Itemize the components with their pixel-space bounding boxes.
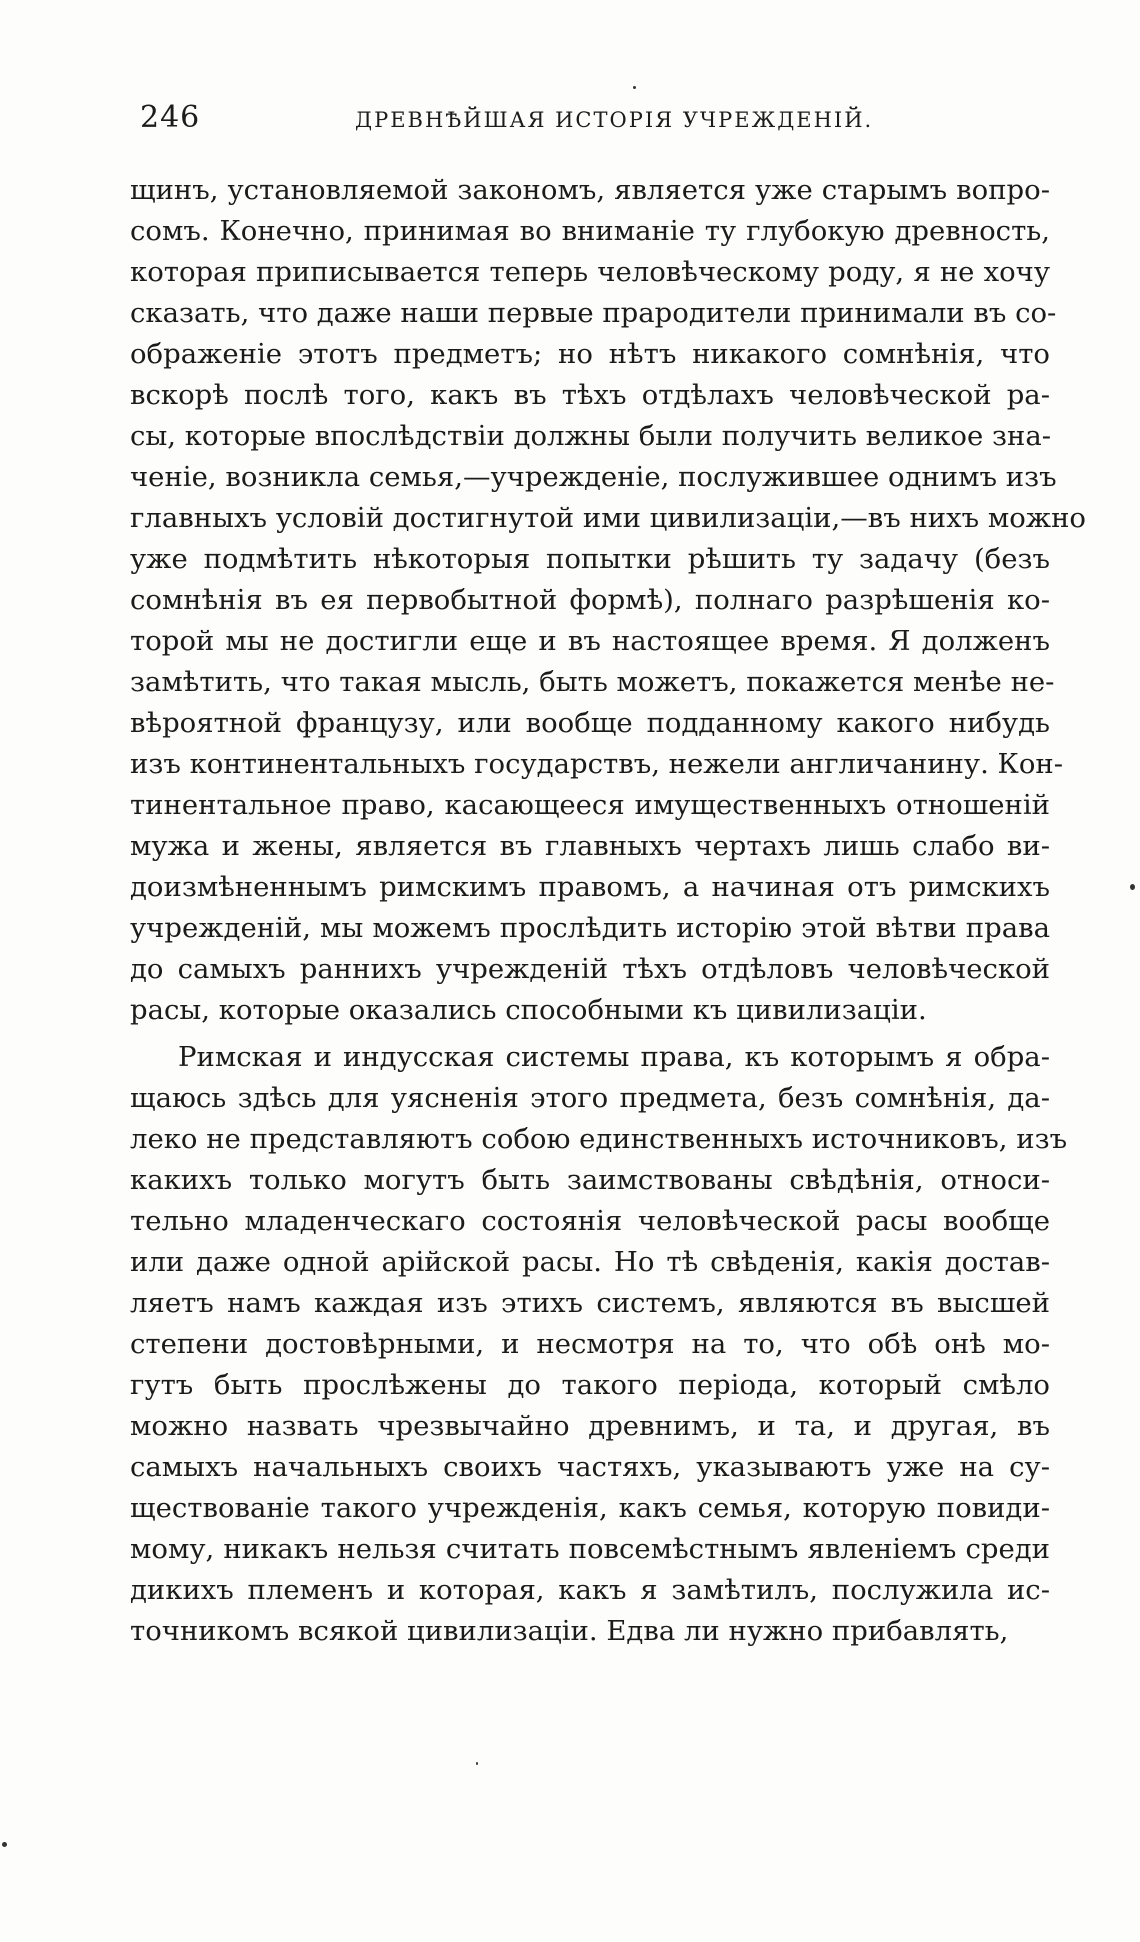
text-line: доизмѣненнымъ римскимъ правомъ, а начиная отъ римскихъ bbox=[130, 871, 1050, 903]
body-text bbox=[130, 170, 1086, 1652]
text-line: тельно младенческаго состоянія человѣческой расы вообще bbox=[130, 1205, 1050, 1237]
text-line: мужа и жены, является въ главныхъ чертахъ лишь слабо ви- bbox=[130, 830, 1050, 862]
text-line: ществованіе такого учрежденія, какъ семья, которую повиди- bbox=[130, 1492, 1050, 1524]
text-line: леко не представляютъ собою единственныхъ источниковъ, изъ bbox=[130, 1123, 1068, 1155]
text-line: ляетъ намъ каждая изъ этихъ системъ, являются въ высшей bbox=[130, 1287, 1050, 1319]
text-line: Римская и индусская системы права, къ которымъ я обра- bbox=[178, 1041, 1050, 1073]
text-line: до самыхъ раннихъ учрежденій тѣхъ отдѣловъ человѣческой bbox=[130, 953, 1050, 985]
text-line: тинентальное право, касающееся имущественныхъ отношеній bbox=[130, 789, 1050, 821]
page-number: 246 bbox=[140, 100, 201, 135]
text-line: сомнѣнія въ ея первобытной формѣ), полнаго разрѣшенія ко- bbox=[130, 584, 1050, 616]
text-line: главныхъ условій достигнутой ими цивилизаціи,—въ нихъ можно bbox=[130, 502, 1086, 534]
text-line: дикихъ племенъ и которая, какъ я замѣтилъ, послужила ис- bbox=[130, 1574, 1050, 1606]
text-line: расы, которые оказались способными къ цивилизаціи. bbox=[130, 994, 927, 1026]
text-line: изъ континентальныхъ государствъ, нежели англичанину. Кон- bbox=[130, 748, 1064, 780]
print-speck bbox=[633, 86, 636, 89]
text-line: ченіе, возникла семья,—учрежденіе, послужившее однимъ изъ bbox=[130, 461, 1057, 493]
text-line: мому, никакъ нельзя считать повсемѣстнымъ явленіемъ среди bbox=[130, 1533, 1050, 1565]
text-line: можно назвать чрезвычайно древнимъ, и та, и другая, въ bbox=[130, 1410, 1050, 1442]
text-line: щаюсь здѣсь для уясненія этого предмета, безъ сомнѣнія, да- bbox=[130, 1082, 1050, 1114]
text-line: точникомъ всякой цивилизаціи. Едва ли нужно прибавлять, bbox=[130, 1615, 1009, 1647]
text-line: замѣтить, что такая мысль, быть можетъ, покажется менѣе не- bbox=[130, 666, 1055, 698]
text-line: которая приписывается теперь человѣческому роду, я не хочу bbox=[130, 256, 1050, 288]
text-line: ображеніе этотъ предметъ; но нѣтъ никакого сомнѣнія, что bbox=[130, 338, 1050, 370]
text-line: гутъ быть прослѣжены до такого періода, который смѣло bbox=[130, 1369, 1050, 1401]
text-line: вѣроятной французу, или вообще подданному какого нибудь bbox=[130, 707, 1050, 739]
text-line: какихъ только могутъ быть заимствованы свѣдѣнія, относи- bbox=[130, 1164, 1050, 1196]
text-line: учрежденій, мы можемъ прослѣдить исторію этой вѣтви права bbox=[130, 912, 1050, 944]
text-line: степени достовѣрными, и несмотря на то, что обѣ онѣ мо- bbox=[130, 1328, 1050, 1360]
text-line: вскорѣ послѣ того, какъ въ тѣхъ отдѣлахъ человѣческой ра- bbox=[130, 379, 1050, 411]
print-speck bbox=[1130, 884, 1135, 890]
running-title: ДРЕВНѢЙШАЯ ИСТОРІЯ УЧРЕЖДЕНІЙ. bbox=[355, 108, 874, 132]
text-line: сказать, что даже наши первые прародители принимали въ со- bbox=[130, 297, 1057, 329]
text-line: щинъ, установляемой закономъ, является уже старымъ вопро- bbox=[130, 174, 1050, 206]
paragraph-1 bbox=[130, 170, 1086, 1031]
text-line: сы, которые впослѣдствіи должны были получить великое зна- bbox=[130, 420, 1052, 452]
text-line: торой мы не достигли еще и въ настоящее время. Я долженъ bbox=[130, 625, 1050, 657]
text-line: сомъ. Конечно, принимая во вниманіе ту глубокую древность, bbox=[130, 215, 1050, 247]
paragraph-2 bbox=[130, 1037, 1068, 1652]
print-speck bbox=[2, 1842, 7, 1847]
text-line: уже подмѣтить нѣкоторыя попытки рѣшить ту задачу (безъ bbox=[130, 543, 1050, 575]
text-line: самыхъ начальныхъ своихъ частяхъ, указываютъ уже на су- bbox=[130, 1451, 1050, 1483]
page-header bbox=[130, 100, 1050, 144]
text-line: или даже одной арійской расы. Но тѣ свѣденія, какія достав- bbox=[130, 1246, 1050, 1278]
print-speck bbox=[476, 1762, 478, 1765]
